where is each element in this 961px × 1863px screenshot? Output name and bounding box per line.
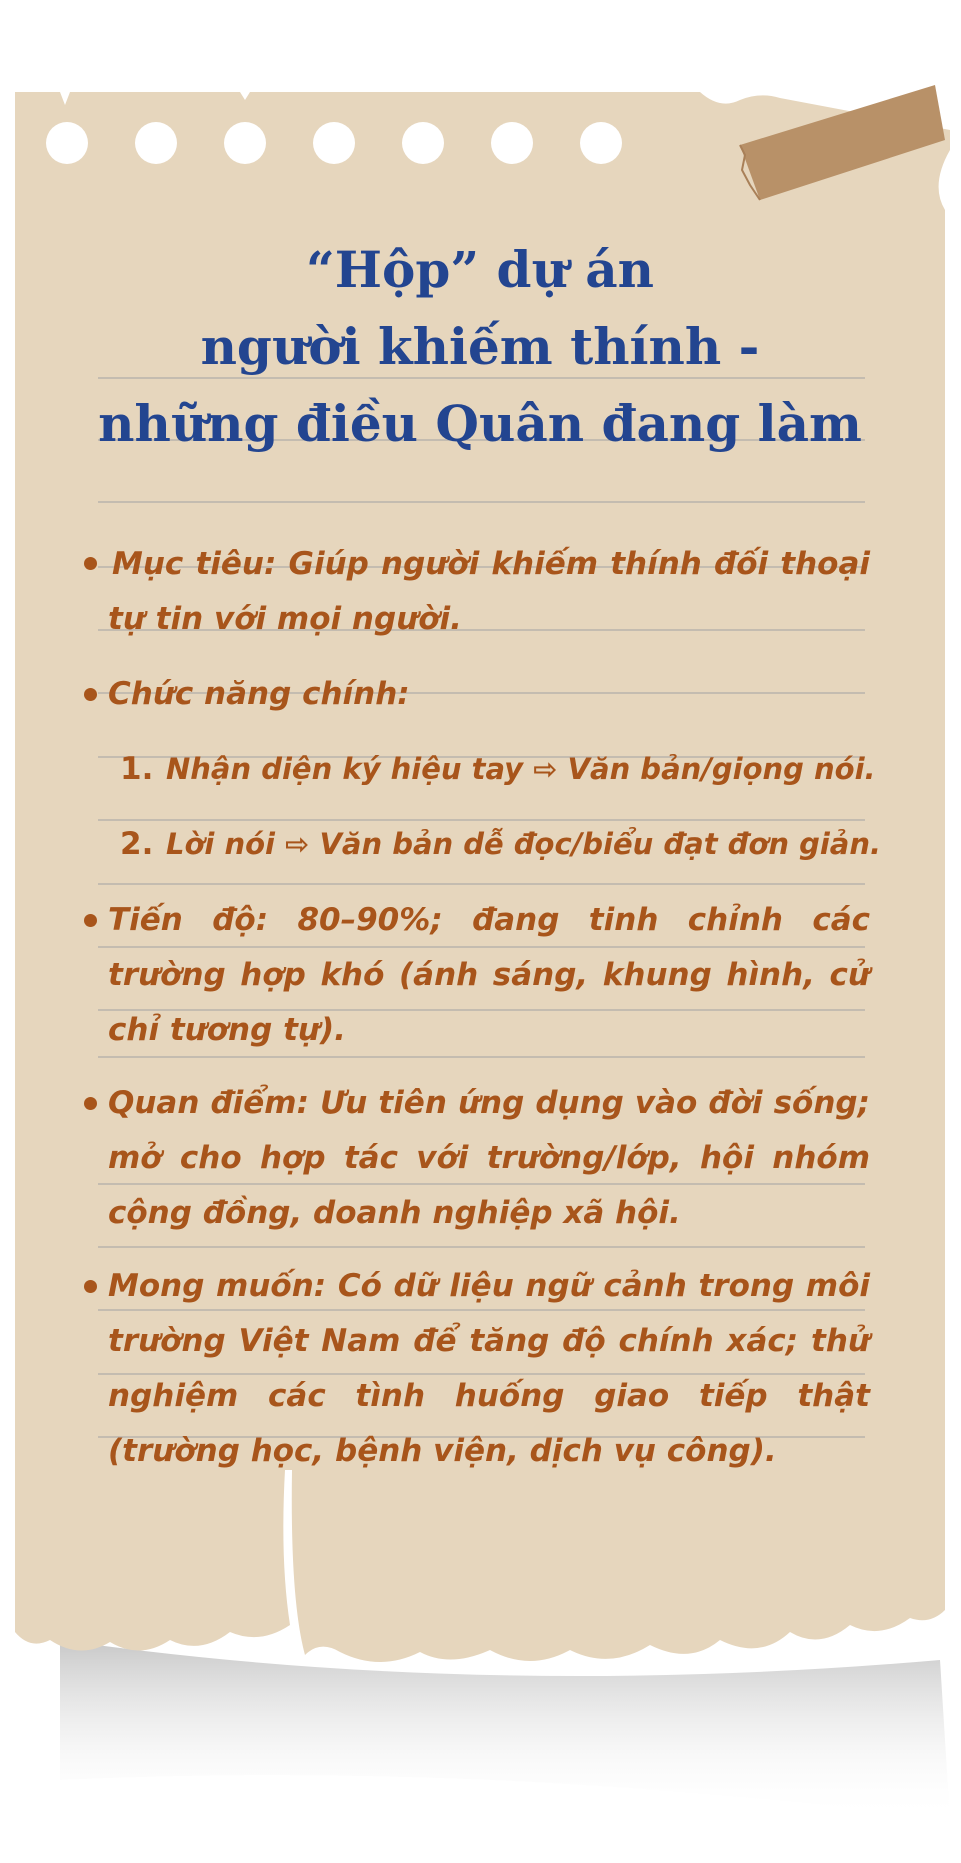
bullet-icon: [84, 914, 97, 927]
subitem-number: 1.: [120, 751, 154, 787]
title-line-3: những điều Quân đang làm: [98, 394, 862, 453]
title-line-1: “Hộp” dự án: [306, 240, 654, 299]
bullet-icon: [84, 1280, 97, 1293]
bullet-icon: [84, 557, 97, 570]
bullet-icon: [84, 1097, 97, 1110]
bullet-quan-diem: Quan điểm: Ưu tiên ứng dụng vào đời sống; mở cho hợp tác với trường/lớp, hội nhóm cộng đồng, doanh nghiệp xã hội.: [108, 1085, 870, 1231]
bullet-tien-do: Tiến độ: 80–90%; đang tinh chỉnh các trường hợp khó (ánh sáng, khung hình, cử chỉ tương tự).: [108, 902, 870, 1048]
bullet-chuc-nang: Chức năng chính:: [108, 676, 410, 712]
title-line-2: người khiếm thính -: [200, 317, 760, 376]
bullet-muc-tieu: Mục tiêu: Giúp người khiếm thính đối thoại tự tin với mọi người.: [108, 546, 870, 637]
bullet-mong-muon: Mong muốn: Có dữ liệu ngữ cảnh trong môi trường Việt Nam để tăng độ chính xác; thử nghiệm các tình huống giao tiếp thật (trường học, bệnh viện, dịch vụ công).: [108, 1268, 870, 1469]
subitem-number: 2.: [120, 826, 154, 862]
subitem-text: Lời nói ⇨ Văn bản dễ đọc/biểu đạt đơn giản.: [166, 827, 882, 861]
bullet-icon: [84, 688, 97, 701]
subitem-text: Nhận diện ký hiệu tay ⇨ Văn bản/giọng nói.: [166, 752, 876, 786]
paper-shadow: [60, 1640, 950, 1820]
